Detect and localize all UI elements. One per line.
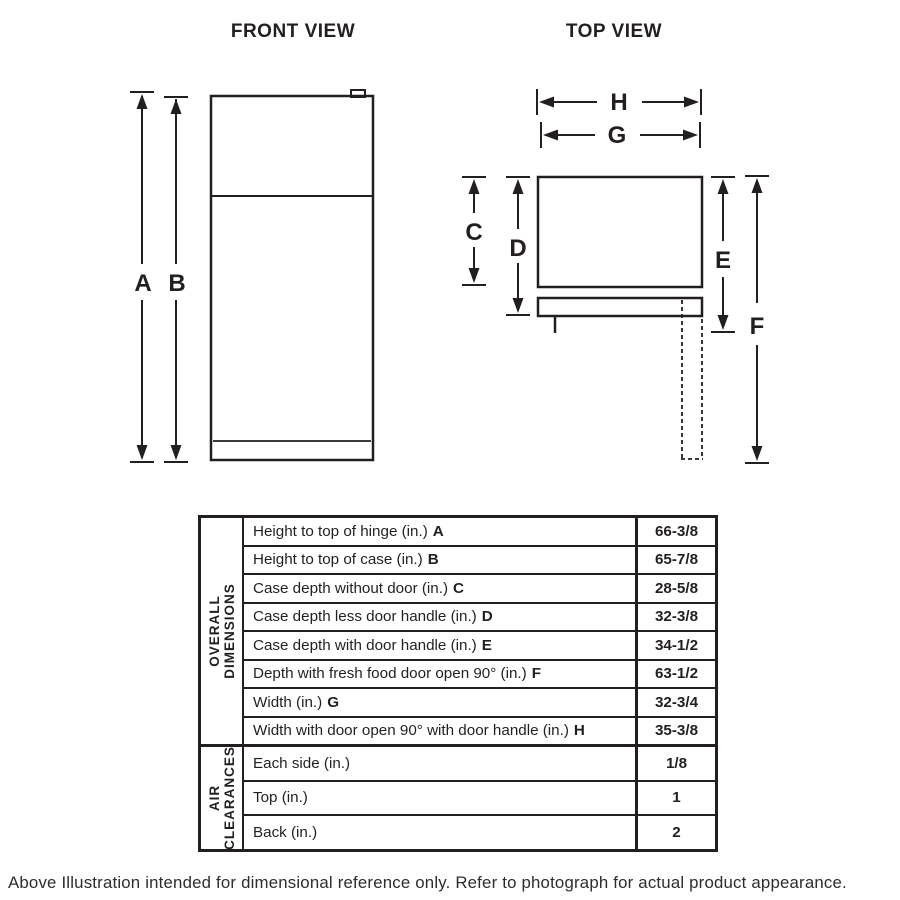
section-header-text [207,746,237,850]
table-row [244,632,715,661]
row-label: Top (in.) [253,789,308,807]
table-row [244,718,715,745]
section-header-line1: AIR [206,784,222,811]
row-value: 35-3/8 [654,722,699,740]
row-value: 1/8 [665,754,688,772]
table-row [244,547,715,576]
overall-rows [244,518,715,744]
row-dim-letter: H [573,722,585,740]
row-label: Height to top of hinge (in.) [253,522,428,540]
door-outline [538,298,702,316]
row-dim-letter: B [427,551,439,569]
front-view-drawing [211,90,373,460]
row-dim-letter: D [481,608,493,626]
row-value: 2 [672,823,681,841]
dimensions-table [198,515,718,852]
row-label-cell [244,632,638,659]
air-rows [244,747,715,849]
row-label-cell [244,575,638,602]
row-value: 63-1/2 [654,665,699,683]
section-header-line1: OVERALL [206,595,222,667]
row-dim-letter: G [327,693,340,711]
row-value: 28-5/8 [654,579,699,597]
table-row [244,661,715,690]
row-value: 65-7/8 [654,551,699,569]
table-row [244,689,715,718]
row-label-cell [244,718,638,745]
row-label: Width (in.) [253,693,323,711]
dim-label-d: D [509,235,527,262]
section-header-line2: DIMENSIONS [221,583,237,679]
row-label: Case depth less door handle (in.) [253,608,477,626]
row-value: 32-3/4 [654,693,699,711]
table-row [244,575,715,604]
section-overall-dimensions [201,518,715,747]
row-label-cell [244,661,638,688]
case-outline [538,177,702,287]
section-header-line2: CLEARANCES [221,745,237,850]
row-label-cell [244,782,638,815]
row-value: 34-1/2 [654,636,699,654]
row-value: 32-3/8 [654,608,699,626]
row-label-cell [244,547,638,574]
row-label-cell [244,518,638,545]
row-value: 1 [672,789,681,807]
dim-label-a: A [134,270,152,297]
dim-label-h: H [610,89,628,116]
dim-label-g: G [607,122,627,149]
section-header-air-clearances [201,747,244,849]
row-label-cell [244,747,638,780]
top-view-title: TOP VIEW [565,21,663,42]
table-row [244,747,715,782]
table-row [244,604,715,633]
table-row [244,518,715,547]
row-label: Height to top of case (in.) [253,551,423,569]
row-label: Back (in.) [253,823,318,841]
row-value: 66-3/8 [654,522,699,540]
row-label: Each side (in.) [253,754,351,772]
row-dim-letter: E [481,636,492,654]
row-label-cell [244,816,638,849]
open-door-dashed-outline [681,300,703,459]
section-header-overall-dimensions [201,518,244,744]
row-label: Case depth without door (in.) [253,579,449,597]
row-label: Case depth with door handle (in.) [253,636,477,654]
row-label: Depth with fresh food door open 90° (in.) [253,665,527,683]
dim-label-c: C [465,219,483,246]
dim-label-b: B [168,270,186,297]
dim-label-e: E [714,247,732,274]
fridge-outline [211,96,373,460]
row-label-cell [244,689,638,716]
section-header-text [207,583,237,679]
section-air-clearances [201,747,715,849]
dim-label-f: F [749,313,765,340]
footnote-caption: Above Illustration intended for dimensional reference only. Refer to photograph for actual product appearance. [8,873,847,892]
front-view-title: FRONT VIEW [230,21,356,42]
row-dim-letter: C [453,579,464,597]
top-view-drawing [538,177,703,459]
row-dim-letter: F [531,665,541,683]
table-row [244,782,715,817]
row-label: Width with door open 90° with door handle (in.) [253,722,569,740]
row-dim-letter: A [432,522,444,540]
table-row [244,816,715,849]
row-label-cell [244,604,638,631]
